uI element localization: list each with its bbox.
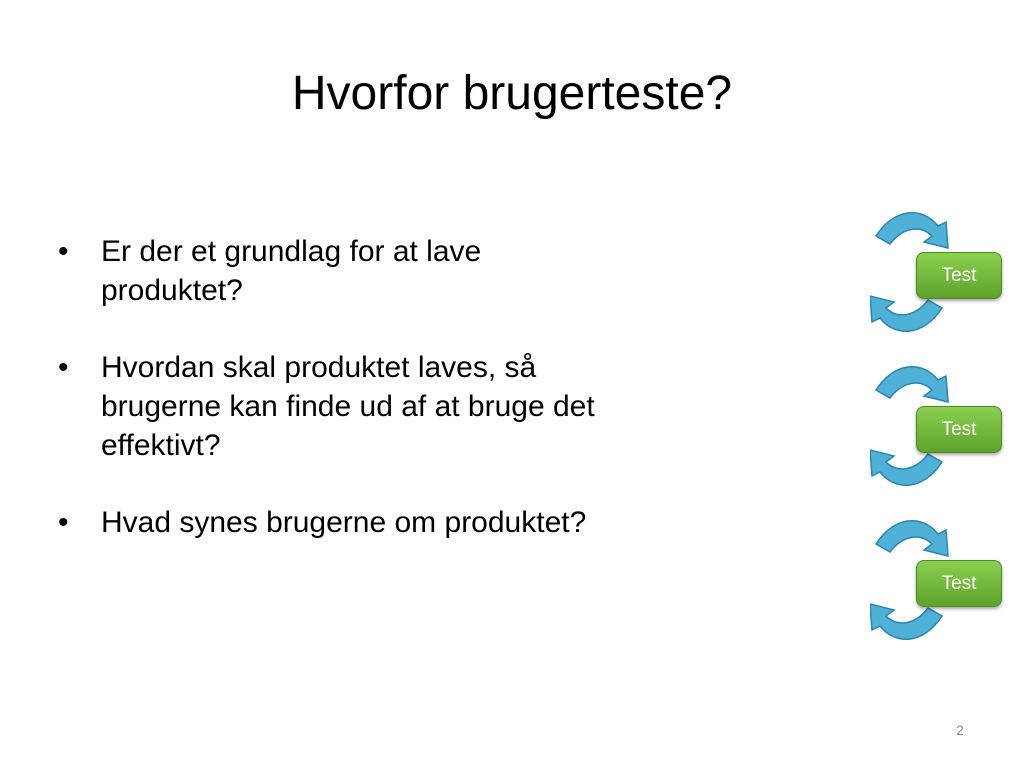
bullet-item (58, 232, 698, 310)
test-cycle (870, 514, 1010, 646)
page-number: 2 (956, 722, 964, 738)
bullet-item (58, 503, 698, 542)
bullet-dot: • (58, 506, 69, 539)
bullet-dot: • (58, 235, 69, 268)
curved-arrow-left-icon (870, 296, 942, 331)
bullet-text: Hvad synes brugerne om produktet? (101, 506, 587, 539)
bullet-text: Hvordan skal produktet laves, så brugerne kan finde ud af at bruge det effektivt? (101, 351, 595, 462)
curved-arrow-right-icon (876, 367, 948, 402)
test-button: Test (916, 406, 1002, 453)
test-button: Test (916, 252, 1002, 299)
bullet-text: Er der et grundlag for at lave produktet? (101, 235, 482, 307)
curved-arrow-right-icon (876, 521, 948, 556)
test-cycle (870, 206, 1010, 338)
curved-arrow-left-icon (870, 450, 942, 485)
bullet-item (58, 348, 698, 465)
curved-arrow-right-icon (876, 213, 948, 248)
slide-title: Hvorfor brugerteste? (291, 67, 733, 120)
bullet-list (58, 232, 698, 580)
test-cycle (870, 360, 1010, 492)
test-button: Test (916, 560, 1002, 607)
bullet-dot: • (58, 351, 69, 384)
curved-arrow-left-icon (870, 604, 942, 639)
